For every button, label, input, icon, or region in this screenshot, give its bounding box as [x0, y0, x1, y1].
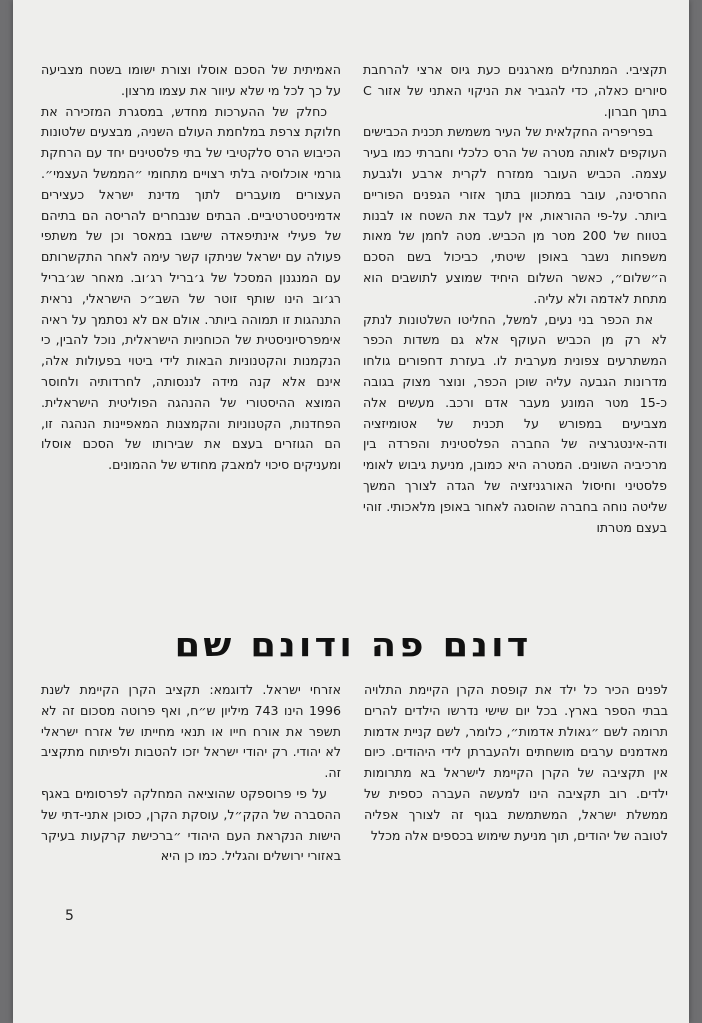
- paragraph: על פי פרוספקט שהוציאה המחלקה לפרסומים באגף ההסברה של הקק״ל, עוסקת הקרן, כסוכן אתני-דתי של הישות הנקראת העם היהודי ״ברכישת קרקעות בעיקר באזורי ירושלים והגליל. כמו כן היא: [41, 785, 341, 864]
- paragraph: את הכפר בני נעים, למשל, החליטו השלטונות לנתק לא רק מן הכביש העוקף אלא גם משדות הכפר המשתרעים צפונית מערבית לו. בעזרת דחפורים גולחו מדרונות הגבעה עליה שוכן הכפר, ונוצר מצוק בגובה כ-15 מטר המונע מעבר אדם ורכב. מעשים אלה מצביעים במפורש על תכנית של אטומיזציה ודה-אינטגרציה של החברה הפלסטינית והפרדה בין מרכיביה השונים. המטרה היא כמובן, מניעת גיבוש לאומי פלסטיני וחיסול האורגניזציה של הגדה לצורך המשך שליטה נוחה בחברה שהוסגה לאחור באופן מלאכותי. זוהי בעצם מטרתו: [363, 311, 667, 535]
- paragraph: האמיתית של הסכם אוסלו וצורת ישומו בשטח מצביעה על כך לכל מי שלא עיוור את עצמו מרצון.: [41, 62, 341, 98]
- paragraph: לפנים הכיר כל ילד את קופסת הקרן הקיימת התלויה בבתי הספר בארץ. בכל יום שישי נדרשו הילדים להרים תרומה לשם ״גאולת אדמות״, כלומר, לשם קניית אדמות מאדמנים ערבים מושחתים ולהעברתן לידי היהודים. כיום אין תקציבה של הקרן הקיימת לישראל בא מתרומות ילדים. רוב תקציבה הינו למעשה העברה כספית של ממשלת ישראל, המשתמשת בגוף זה לצורך אפליה לטובה של יהודים, תוך מניעת שימוש בכספים אלה מכלל: [364, 682, 668, 843]
- bottom-left-column: [41, 680, 341, 867]
- bottom-right-column: [364, 680, 668, 846]
- paragraph: תקציבי. המתנחלים מארגנים כעת גיוס ארצי להרחבת סיורים כאלה, כדי להגביר את הניקוי האתני של אזור C בתוך חברון.: [363, 62, 667, 119]
- paragraph: אזרחי ישראל. לדוגמא: תקציב הקרן הקיימת לשנת 1996 הינו 743 מיליון ש״ח, ואף פרוטה מסכום זה לא תשפר את אורח חייו או תנאי מחייתו של אזרח ישראלי לא יהודי. רק יהודי ישראל יזכו להטבות ולפיתוח מתקציב זה.: [41, 682, 341, 781]
- document-page: [13, 0, 689, 1023]
- top-left-column: [41, 60, 341, 476]
- paragraph: בפריפריה החקלאית של העיר משמשת תכנית הכבישים העוקפים לאותה מטרה של הרס כלכלי וחברתי כמו בעיר עצמה. הכביש העובר ממזרח לקרית ארבע ולגבעת החרסינה, עובר במתכוון בתוך אזורי הגפנים הפוריים ביותר. על-פי ההוראות, אין לעבד את השטח או לבנות בטווח של 200 מטר מן הכביש. מטה לחמן של מאות משפחות נשבר באופן שיטתי, כביכול בשם הסכם ה״שלום״, כאשר השלום היחיד שמוצע לתושבים הוא מתחת לאדמה ולא עליה.: [363, 124, 667, 306]
- top-right-column: [363, 60, 667, 538]
- paragraph: כחלק של ההערכות מחדש, במסגרת המזכירה את חלוקת צרפת במלחמת העולם השניה, מבצעים שלטונות הכיבוש הרס סלקטיבי של בתי פלסטינים יחד עם הרחקת גורמי אוכלוסיה בלתי רצויים מתחומי ״הממשל העצמי״. העצורים מועברים לתוך מדינת ישראל כעצירים אדמיניסטרטיביים. הבתים שנבחרים להריסה הם בתיהם של פעילי אינתיפאדה שישבו במאסר וכן של משתפי פעולה עם ישראל שניתקו קשר עימה לאחר התקשרותם עם המנגנון המסכל של ג׳בריל רג׳וב. מאחר שג׳בריל רג׳וב הינו שותף זוטר של השב״כ הישראלי, נראית התנהגות זו תמוהה ביותר. אולם אם לא נסתמך על ראיה אימפרסיוניסטית של הכוחניות הישראלית, נוכל להבין, כי הנקמנות והקטנוניות הבאות לידי ביטוי בפעולות אלה, אינם אלא קנה מידה לננסותה, לחרדותיה ולחוסר המוצא ההיסטורי של ההנהגה הפוליטית הישראלית. הפחדנות, הקטנוניות והקמצנות המאפיינות הנהגה זו, הם הגוזרים בעצם את שבירותו של הסכם אוסלו ומעניקים סיכוי למאבק מחודש של ההמונים.: [41, 103, 341, 473]
- section-heading: דונם פה ודונם שם: [174, 625, 532, 664]
- page-number: 5: [65, 908, 74, 924]
